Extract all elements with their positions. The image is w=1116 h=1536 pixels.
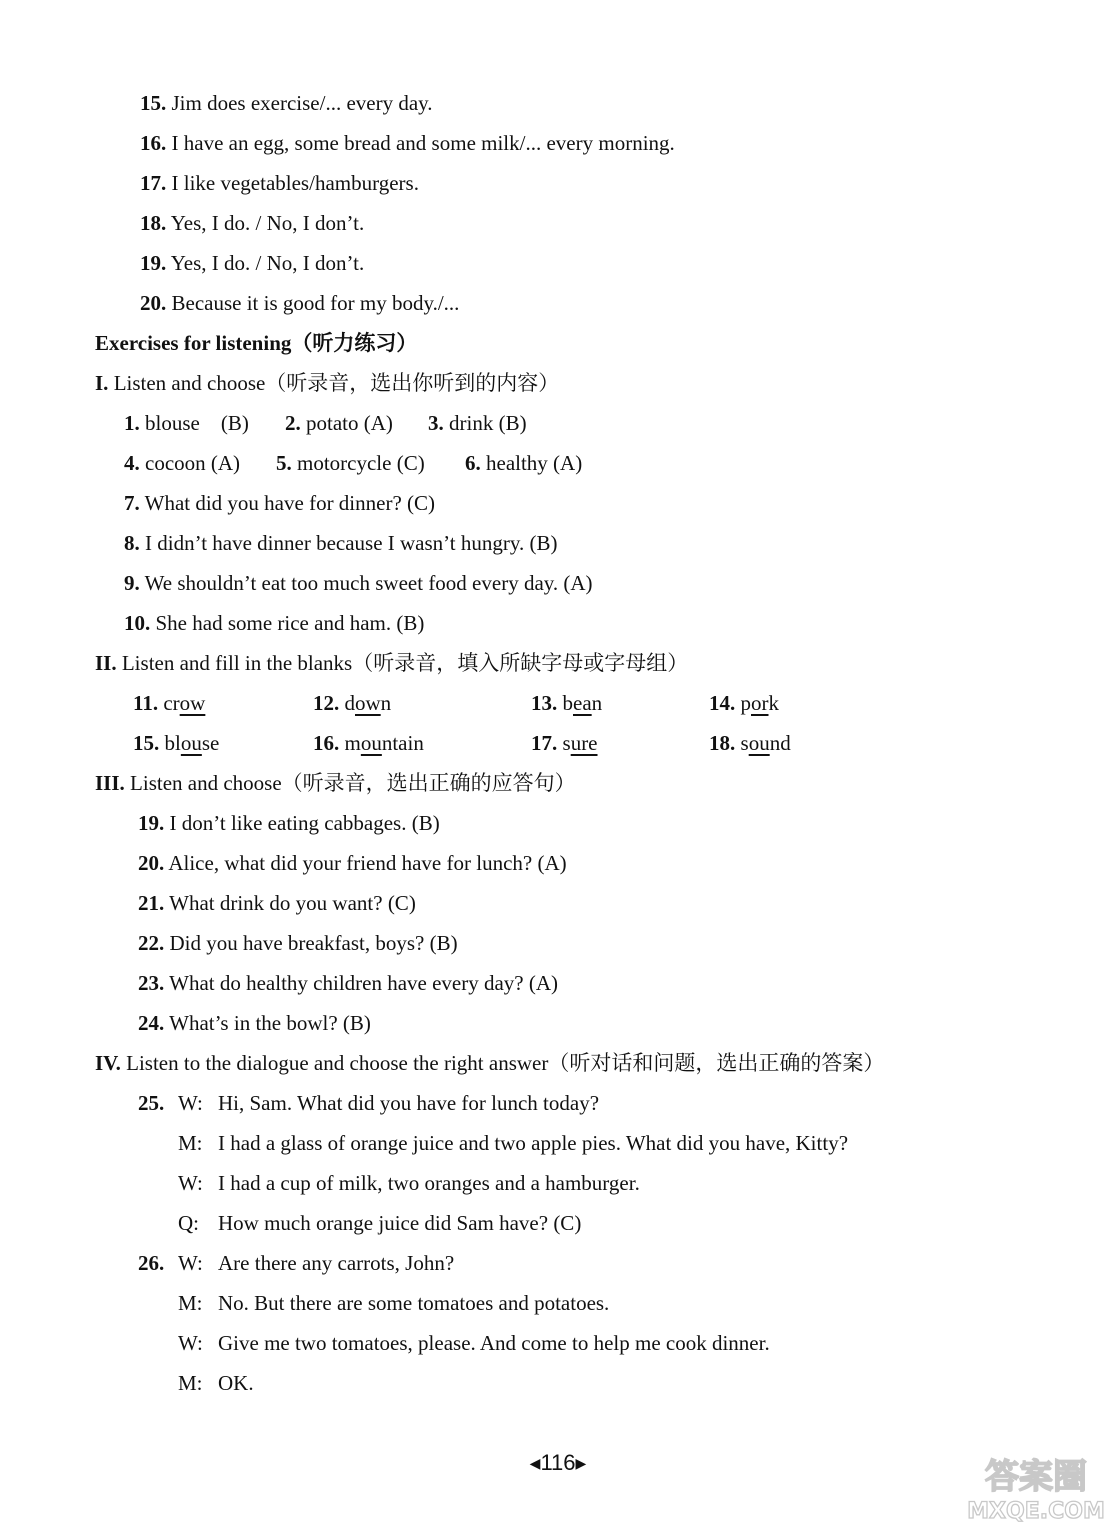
answer-item: 20. Alice, what did your friend have for lunch? (A) <box>138 851 567 875</box>
blank-word: 18. sound <box>709 731 791 755</box>
answer-item: 18. Yes, I do. / No, I don’t. <box>140 211 365 235</box>
answer-item: 21. What drink do you want? (C) <box>138 891 416 915</box>
answer-item: 15. Jim does exercise/... every day. <box>140 91 433 115</box>
answer-item: 19. I don’t like eating cabbages. (B) <box>138 811 440 835</box>
dialogue-line: M: OK. <box>178 1371 254 1395</box>
answer-item: 24. What’s in the bowl? (B) <box>138 1011 371 1035</box>
answer-item: 1. blouse (B) <box>124 411 249 435</box>
watermark-logo <box>966 1448 1106 1524</box>
answer-item: 3. drink (B) <box>428 411 527 435</box>
dialogue-line: Q: How much orange juice did Sam have? (C) <box>178 1211 582 1235</box>
answer-item: 19. Yes, I do. / No, I don’t. <box>140 251 365 275</box>
part3-heading: III. Listen and choose（听录音，选出正确的应答句） <box>95 771 576 795</box>
dialogue-number: 26. <box>138 1251 165 1275</box>
dialogue-line: W: I had a cup of milk, two oranges and a hamburger. <box>178 1171 640 1195</box>
part2-heading: II. Listen and fill in the blanks（听录音，填入所缺字母或字母组） <box>95 651 689 675</box>
answer-item: 4. cocoon (A) <box>124 451 241 475</box>
answer-item: 6. healthy (A) <box>465 451 583 475</box>
watermark-line2: MXQE.COM <box>967 1499 1105 1524</box>
part1-heading: I. Listen and choose（听录音，选出你听到的内容） <box>95 371 560 395</box>
answer-item: 5. motorcycle (C) <box>276 451 425 475</box>
answer-item: 2. potato (A) <box>285 411 393 435</box>
page-number: ◀116▶ <box>529 1450 587 1475</box>
answer-item: 23. What do healthy children have every day? (A) <box>138 971 559 995</box>
answer-item: 10. She had some rice and ham. (B) <box>124 611 425 635</box>
dialogue-line: M: No. But there are some tomatoes and potatoes. <box>178 1291 610 1315</box>
dialogue-line: M: I had a glass of orange juice and two apple pies. What did you have, Kitty? <box>178 1131 849 1155</box>
section-title: Exercises for listening（听力练习） <box>95 331 418 355</box>
dialogue-line: W: Give me two tomatoes, please. And come to help me cook dinner. <box>178 1331 770 1355</box>
blank-word: 17. sure <box>531 731 598 755</box>
triangle-right-icon: ▶ <box>575 1455 587 1471</box>
answer-item: 20. Because it is good for my body./... <box>140 291 460 315</box>
dialogue-number: 25. <box>138 1091 165 1115</box>
answer-item: 8. I didn’t have dinner because I wasn’t hungry. (B) <box>124 531 558 555</box>
part4-heading: IV. Listen to the dialogue and choose the right answer（听对话和问题，选出正确的答案） <box>95 1051 885 1075</box>
answer-item: 7. What did you have for dinner? (C) <box>124 491 436 515</box>
blank-word: 15. blouse <box>133 731 220 755</box>
blank-word: 14. pork <box>709 691 779 715</box>
watermark-line1: 答案圈 <box>985 1457 1087 1497</box>
answer-item: 22. Did you have breakfast, boys? (B) <box>138 931 458 955</box>
blank-word: 13. bean <box>531 691 603 715</box>
blank-word: 12. down <box>313 691 392 715</box>
blank-word: 16. mountain <box>313 731 424 755</box>
answer-item: 16. I have an egg, some bread and some milk/... every morning. <box>140 131 675 155</box>
dialogue-line: W: Hi, Sam. What did you have for lunch today? <box>178 1091 600 1115</box>
triangle-left-icon: ◀ <box>529 1455 541 1471</box>
answer-item: 17. I like vegetables/hamburgers. <box>140 171 419 195</box>
blank-word: 11. crow <box>133 691 206 715</box>
dialogue-line: W: Are there any carrots, John? <box>178 1251 455 1275</box>
answer-item: 9. We shouldn’t eat too much sweet food every day. (A) <box>124 571 593 595</box>
